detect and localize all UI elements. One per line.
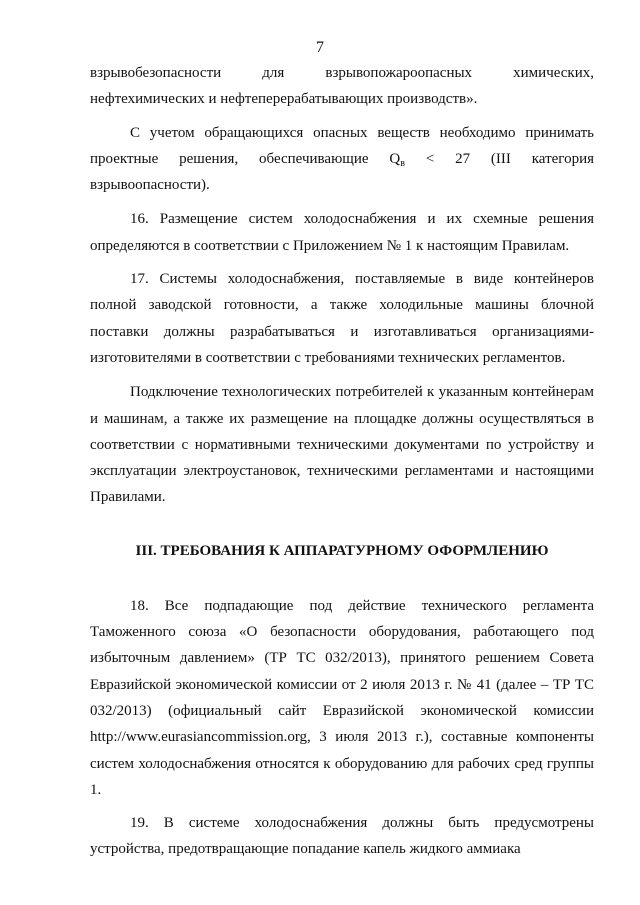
paragraph-continuation: взрывобезопасности для взрывопожароопасных химических, нефтехимических и нефтеперерабатывающих производств». [90,65,594,108]
paragraph-18: 18. Все подпадающие под действие технического регламента Таможенного союза «О безопасности оборудования, работающего под избыточным давлением» (ТР ТС 032/2013), принятого решением Совета Евразийской экономической комиссии от 2 июля 2013 г. № 41 (далее – ТР ТС 032/2013) (официальный сайт Евразийской экономической комиссии http://www.eurasiancommission.org, 3 июля 2013 г.), составные компоненты систем холодоснабжения относятся к оборудованию для рабочих сред группы 1. [90,597,594,798]
q-condition-text-after: < 27 (III категория взрывоопасности). [90,150,594,194]
document-body [90,60,594,863]
paragraph-q-condition [90,120,594,199]
q-subscript: в [400,157,405,169]
paragraph-17: 17. Системы холодоснабжения, поставляемые в виде контейнеров полной заводской готовности, а также холодильные машины блочной поставки должны разрабатываться и изготавливаться организациями-изготовителями в соответствии с требованиями технических регламентов. [90,271,594,366]
q-condition-text-before: С учетом обращающихся опасных веществ необходимо принимать проектные решения, обеспечивающие Q [90,124,594,167]
page-number: 7 [316,39,324,56]
paragraph-connection: Подключение технологических потребителей к указанным контейнерам и машинам, а также их размещение на площадке должны осуществляться в соответствии с нормативными техническими документами по устройству и эксплуатации электроустановок, техническими регламентами и настоящими Правилами. [90,384,594,506]
section-heading: III. ТРЕБОВАНИЯ К АППАРАТУРНОМУ ОФОРМЛЕНИЮ [135,542,549,559]
paragraph-19: 19. В системе холодоснабжения должны быть предусмотрены устройства, предотвращающие попадание капель жидкого аммиака [90,815,594,858]
paragraph-16: 16. Размещение систем холодоснабжения и их схемные решения определяются в соответствии с Приложением № 1 к настоящим Правилам. [90,211,594,254]
